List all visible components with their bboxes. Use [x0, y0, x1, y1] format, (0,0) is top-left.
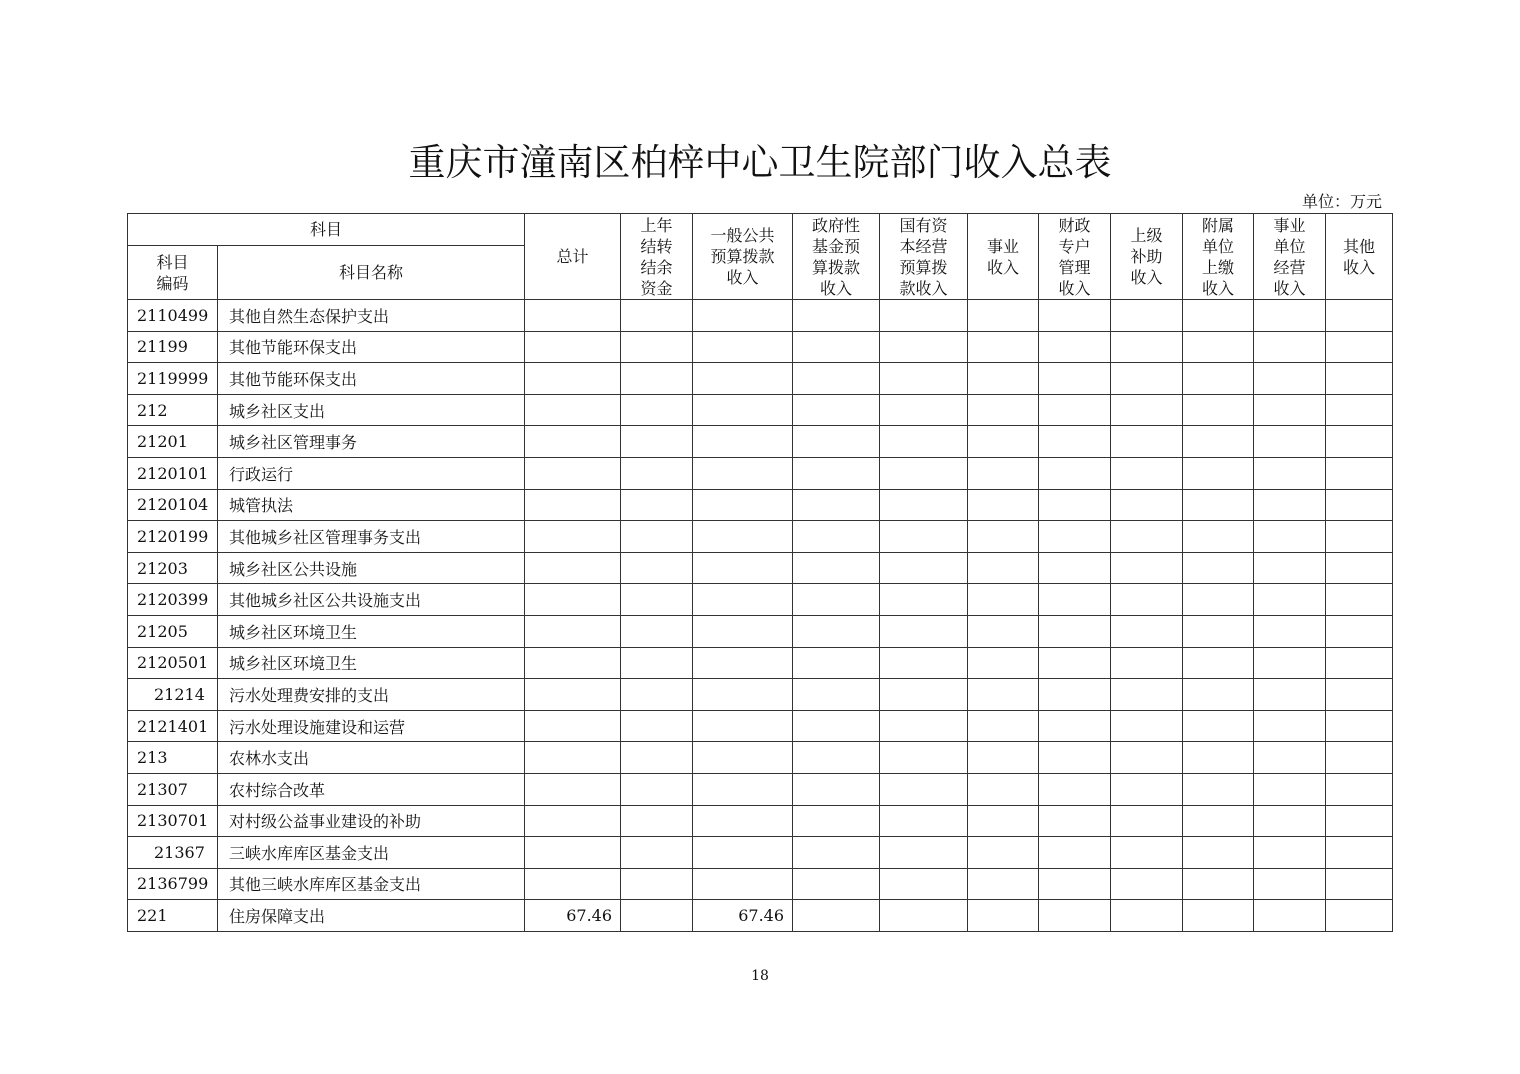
cell-carryover	[621, 426, 693, 458]
header-superior-subsidy: 上级 补助 收入	[1111, 214, 1183, 300]
cell-total	[525, 584, 621, 616]
cell-code: 2130701	[128, 805, 218, 837]
cell-general-budget	[693, 773, 793, 805]
cell-general-budget	[693, 489, 793, 521]
cell-empty	[1039, 521, 1111, 553]
cell-empty	[880, 647, 968, 679]
cell-empty	[1326, 363, 1393, 395]
header-state-capital: 国有资 本经营 预算拨 款收入	[880, 214, 968, 300]
cell-empty	[968, 489, 1039, 521]
cell-code: 221	[128, 900, 218, 932]
cell-empty	[1326, 521, 1393, 553]
cell-code: 21205	[128, 615, 218, 647]
page-number: 18	[751, 968, 769, 984]
cell-empty	[1039, 805, 1111, 837]
cell-name: 农村综合改革	[218, 773, 525, 805]
table-row	[128, 647, 1393, 679]
cell-empty	[1183, 363, 1254, 395]
table-row	[128, 837, 1393, 869]
cell-empty	[880, 489, 968, 521]
cell-empty	[1183, 679, 1254, 711]
cell-code: 212	[128, 394, 218, 426]
cell-empty	[793, 805, 880, 837]
cell-empty	[793, 837, 880, 869]
cell-name: 城乡社区支出	[218, 394, 525, 426]
cell-empty	[1183, 584, 1254, 616]
cell-empty	[968, 742, 1039, 774]
cell-empty	[793, 552, 880, 584]
income-summary-table	[127, 213, 1393, 932]
cell-empty	[1254, 584, 1326, 616]
cell-total: 67.46	[525, 900, 621, 932]
cell-empty	[1254, 489, 1326, 521]
cell-name: 对村级公益事业建设的补助	[218, 805, 525, 837]
cell-empty	[968, 457, 1039, 489]
cell-total	[525, 647, 621, 679]
cell-empty	[1111, 489, 1183, 521]
cell-name: 污水处理设施建设和运营	[218, 710, 525, 742]
cell-empty	[1326, 394, 1393, 426]
cell-code: 2110499	[128, 300, 218, 332]
cell-empty	[1183, 868, 1254, 900]
cell-empty	[1183, 805, 1254, 837]
cell-carryover	[621, 489, 693, 521]
cell-total	[525, 331, 621, 363]
cell-empty	[1326, 615, 1393, 647]
cell-empty	[1254, 552, 1326, 584]
cell-empty	[1183, 615, 1254, 647]
cell-empty	[1326, 805, 1393, 837]
table-row	[128, 331, 1393, 363]
cell-empty	[793, 489, 880, 521]
cell-code: 2119999	[128, 363, 218, 395]
cell-empty	[1254, 521, 1326, 553]
cell-code: 213	[128, 742, 218, 774]
cell-empty	[793, 615, 880, 647]
cell-empty	[1326, 710, 1393, 742]
table-row	[128, 426, 1393, 458]
cell-general-budget	[693, 394, 793, 426]
header-carryover: 上年 结转 结余 资金	[621, 214, 693, 300]
cell-carryover	[621, 521, 693, 553]
cell-empty	[1326, 900, 1393, 932]
cell-empty	[793, 773, 880, 805]
cell-empty	[880, 773, 968, 805]
header-affiliated: 附属 单位 上缴 收入	[1183, 214, 1254, 300]
header-gov-fund: 政府性 基金预 算拨款 收入	[793, 214, 880, 300]
header-general-budget: 一般公共 预算拨款 收入	[693, 214, 793, 300]
cell-general-budget	[693, 837, 793, 869]
cell-carryover	[621, 300, 693, 332]
cell-empty	[968, 710, 1039, 742]
cell-empty	[880, 868, 968, 900]
cell-general-budget	[693, 710, 793, 742]
cell-empty	[968, 331, 1039, 363]
cell-code: 21307	[128, 773, 218, 805]
cell-empty	[880, 331, 968, 363]
cell-empty	[1326, 457, 1393, 489]
cell-carryover	[621, 710, 693, 742]
cell-empty	[1183, 489, 1254, 521]
cell-empty	[1183, 647, 1254, 679]
cell-empty	[1183, 710, 1254, 742]
table-row	[128, 900, 1393, 932]
cell-empty	[968, 647, 1039, 679]
cell-total	[525, 773, 621, 805]
cell-name: 城乡社区环境卫生	[218, 615, 525, 647]
cell-empty	[1039, 331, 1111, 363]
cell-empty	[1111, 552, 1183, 584]
cell-empty	[1254, 805, 1326, 837]
cell-empty	[880, 837, 968, 869]
cell-empty	[1326, 868, 1393, 900]
cell-empty	[1039, 710, 1111, 742]
cell-code: 2136799	[128, 868, 218, 900]
cell-general-budget	[693, 552, 793, 584]
cell-name: 农林水支出	[218, 742, 525, 774]
cell-code: 21199	[128, 331, 218, 363]
cell-empty	[1111, 584, 1183, 616]
cell-total	[525, 837, 621, 869]
cell-empty	[968, 300, 1039, 332]
cell-empty	[1039, 868, 1111, 900]
cell-empty	[1039, 647, 1111, 679]
cell-general-budget	[693, 868, 793, 900]
cell-empty	[793, 900, 880, 932]
cell-general-budget	[693, 363, 793, 395]
cell-name: 其他城乡社区公共设施支出	[218, 584, 525, 616]
cell-general-budget	[693, 742, 793, 774]
cell-carryover	[621, 773, 693, 805]
cell-empty	[1326, 584, 1393, 616]
cell-empty	[1183, 552, 1254, 584]
cell-empty	[1111, 647, 1183, 679]
cell-empty	[1039, 837, 1111, 869]
cell-name: 其他节能环保支出	[218, 331, 525, 363]
cell-empty	[1039, 394, 1111, 426]
cell-empty	[880, 426, 968, 458]
cell-empty	[793, 679, 880, 711]
table-row	[128, 679, 1393, 711]
cell-carryover	[621, 552, 693, 584]
cell-empty	[793, 584, 880, 616]
cell-general-budget	[693, 521, 793, 553]
cell-empty	[1111, 331, 1183, 363]
cell-carryover	[621, 457, 693, 489]
cell-empty	[1254, 457, 1326, 489]
cell-name: 其他城乡社区管理事务支出	[218, 521, 525, 553]
cell-empty	[1183, 457, 1254, 489]
cell-name: 城乡社区公共设施	[218, 552, 525, 584]
cell-empty	[1111, 521, 1183, 553]
cell-empty	[880, 742, 968, 774]
cell-empty	[1254, 868, 1326, 900]
cell-empty	[968, 394, 1039, 426]
cell-empty	[968, 679, 1039, 711]
unit-label: 单位：万元	[1301, 192, 1382, 211]
cell-empty	[968, 615, 1039, 647]
cell-empty	[1183, 426, 1254, 458]
header-subject: 科目	[128, 214, 525, 246]
cell-empty	[880, 615, 968, 647]
cell-carryover	[621, 837, 693, 869]
cell-empty	[793, 710, 880, 742]
header-business: 事业 收入	[968, 214, 1039, 300]
table-row	[128, 457, 1393, 489]
cell-carryover	[621, 679, 693, 711]
page-title: 重庆市潼南区柏梓中心卫生院部门收入总表	[408, 141, 1112, 184]
cell-general-budget	[693, 615, 793, 647]
cell-empty	[1254, 426, 1326, 458]
cell-empty	[880, 300, 968, 332]
cell-empty	[1254, 742, 1326, 774]
cell-empty	[1111, 679, 1183, 711]
cell-general-budget	[693, 805, 793, 837]
cell-empty	[968, 900, 1039, 932]
cell-empty	[880, 363, 968, 395]
cell-empty	[1039, 363, 1111, 395]
cell-general-budget	[693, 331, 793, 363]
cell-empty	[880, 805, 968, 837]
cell-empty	[1183, 300, 1254, 332]
cell-empty	[880, 457, 968, 489]
cell-empty	[1254, 773, 1326, 805]
cell-carryover	[621, 394, 693, 426]
cell-empty	[1326, 426, 1393, 458]
cell-empty	[1254, 363, 1326, 395]
cell-empty	[1183, 331, 1254, 363]
header-name: 科目名称	[218, 246, 525, 300]
cell-carryover	[621, 900, 693, 932]
cell-empty	[793, 521, 880, 553]
cell-empty	[1326, 773, 1393, 805]
cell-empty	[793, 363, 880, 395]
cell-empty	[1111, 426, 1183, 458]
cell-empty	[968, 868, 1039, 900]
cell-general-budget	[693, 679, 793, 711]
cell-empty	[793, 426, 880, 458]
table-row	[128, 300, 1393, 332]
cell-empty	[1254, 300, 1326, 332]
cell-total	[525, 615, 621, 647]
cell-empty	[1254, 710, 1326, 742]
cell-empty	[1111, 805, 1183, 837]
cell-empty	[1254, 647, 1326, 679]
cell-empty	[1183, 900, 1254, 932]
cell-carryover	[621, 868, 693, 900]
table-row	[128, 363, 1393, 395]
cell-empty	[1254, 331, 1326, 363]
cell-empty	[968, 805, 1039, 837]
cell-carryover	[621, 584, 693, 616]
cell-empty	[1039, 615, 1111, 647]
cell-total	[525, 868, 621, 900]
cell-name: 污水处理费安排的支出	[218, 679, 525, 711]
cell-empty	[793, 457, 880, 489]
cell-name: 住房保障支出	[218, 900, 525, 932]
cell-code: 21201	[128, 426, 218, 458]
cell-empty	[1183, 773, 1254, 805]
table-row	[128, 584, 1393, 616]
cell-empty	[1326, 489, 1393, 521]
cell-code: 2120501	[128, 647, 218, 679]
cell-code: 2120399	[128, 584, 218, 616]
cell-carryover	[621, 742, 693, 774]
cell-name: 城乡社区管理事务	[218, 426, 525, 458]
cell-empty	[1111, 457, 1183, 489]
cell-carryover	[621, 805, 693, 837]
cell-name: 其他自然生态保护支出	[218, 300, 525, 332]
header-total: 总计	[525, 214, 621, 300]
table-row	[128, 773, 1393, 805]
cell-general-budget: 67.46	[693, 900, 793, 932]
cell-empty	[1111, 300, 1183, 332]
cell-name: 其他节能环保支出	[218, 363, 525, 395]
cell-code: 21214	[128, 679, 218, 711]
cell-empty	[1039, 489, 1111, 521]
cell-empty	[1111, 742, 1183, 774]
cell-name: 三峡水库库区基金支出	[218, 837, 525, 869]
header-other: 其他 收入	[1326, 214, 1393, 300]
cell-carryover	[621, 647, 693, 679]
cell-empty	[1039, 900, 1111, 932]
cell-code: 21367	[128, 837, 218, 869]
cell-total	[525, 394, 621, 426]
cell-total	[525, 710, 621, 742]
cell-name: 城管执法	[218, 489, 525, 521]
cell-empty	[880, 394, 968, 426]
cell-empty	[1111, 837, 1183, 869]
cell-total	[525, 300, 621, 332]
cell-total	[525, 521, 621, 553]
cell-empty	[1111, 710, 1183, 742]
cell-total	[525, 742, 621, 774]
cell-empty	[1039, 300, 1111, 332]
cell-code: 21203	[128, 552, 218, 584]
cell-empty	[793, 647, 880, 679]
table-row	[128, 394, 1393, 426]
cell-empty	[1326, 331, 1393, 363]
cell-empty	[793, 300, 880, 332]
cell-empty	[968, 837, 1039, 869]
cell-empty	[968, 363, 1039, 395]
cell-empty	[1039, 584, 1111, 616]
cell-empty	[968, 552, 1039, 584]
cell-empty	[1111, 394, 1183, 426]
cell-carryover	[621, 331, 693, 363]
cell-carryover	[621, 363, 693, 395]
cell-empty	[1183, 742, 1254, 774]
header-code: 科目 编码	[128, 246, 218, 300]
table-row	[128, 868, 1393, 900]
cell-general-budget	[693, 647, 793, 679]
cell-code: 2120199	[128, 521, 218, 553]
cell-empty	[1039, 552, 1111, 584]
cell-empty	[1326, 552, 1393, 584]
header-business-operation: 事业 单位 经营 收入	[1254, 214, 1326, 300]
cell-empty	[1254, 900, 1326, 932]
cell-empty	[793, 742, 880, 774]
cell-empty	[880, 679, 968, 711]
table-row	[128, 489, 1393, 521]
cell-empty	[1183, 394, 1254, 426]
cell-empty	[1254, 837, 1326, 869]
cell-code: 2121401	[128, 710, 218, 742]
cell-empty	[1039, 457, 1111, 489]
cell-empty	[1326, 647, 1393, 679]
table-row	[128, 710, 1393, 742]
cell-total	[525, 457, 621, 489]
cell-empty	[880, 710, 968, 742]
cell-empty	[1039, 426, 1111, 458]
cell-empty	[1111, 773, 1183, 805]
cell-empty	[1326, 300, 1393, 332]
cell-general-budget	[693, 426, 793, 458]
cell-empty	[793, 331, 880, 363]
cell-empty	[1254, 679, 1326, 711]
cell-empty	[1326, 679, 1393, 711]
table-row	[128, 805, 1393, 837]
cell-total	[525, 426, 621, 458]
cell-carryover	[621, 615, 693, 647]
cell-empty	[968, 521, 1039, 553]
cell-empty	[1111, 900, 1183, 932]
cell-total	[525, 489, 621, 521]
table-row	[128, 615, 1393, 647]
table-row	[128, 742, 1393, 774]
cell-total	[525, 363, 621, 395]
cell-name: 城乡社区环境卫生	[218, 647, 525, 679]
cell-general-budget	[693, 584, 793, 616]
cell-empty	[1111, 868, 1183, 900]
cell-empty	[1326, 742, 1393, 774]
cell-empty	[880, 900, 968, 932]
cell-empty	[968, 584, 1039, 616]
cell-code: 2120104	[128, 489, 218, 521]
cell-empty	[1039, 679, 1111, 711]
cell-empty	[880, 584, 968, 616]
cell-total	[525, 679, 621, 711]
cell-empty	[968, 773, 1039, 805]
header-fiscal-special: 财政 专户 管理 收入	[1039, 214, 1111, 300]
cell-empty	[968, 426, 1039, 458]
cell-empty	[1183, 521, 1254, 553]
cell-empty	[1111, 363, 1183, 395]
cell-empty	[1326, 837, 1393, 869]
cell-empty	[793, 394, 880, 426]
cell-empty	[1111, 615, 1183, 647]
cell-code: 2120101	[128, 457, 218, 489]
cell-empty	[1183, 837, 1254, 869]
cell-general-budget	[693, 300, 793, 332]
cell-total	[525, 805, 621, 837]
table-row	[128, 521, 1393, 553]
cell-empty	[880, 521, 968, 553]
cell-name: 行政运行	[218, 457, 525, 489]
cell-empty	[1039, 773, 1111, 805]
cell-empty	[880, 552, 968, 584]
cell-empty	[1039, 742, 1111, 774]
cell-empty	[1254, 394, 1326, 426]
cell-total	[525, 552, 621, 584]
cell-empty	[793, 868, 880, 900]
table-row	[128, 552, 1393, 584]
cell-general-budget	[693, 457, 793, 489]
cell-name: 其他三峡水库库区基金支出	[218, 868, 525, 900]
cell-empty	[1254, 615, 1326, 647]
